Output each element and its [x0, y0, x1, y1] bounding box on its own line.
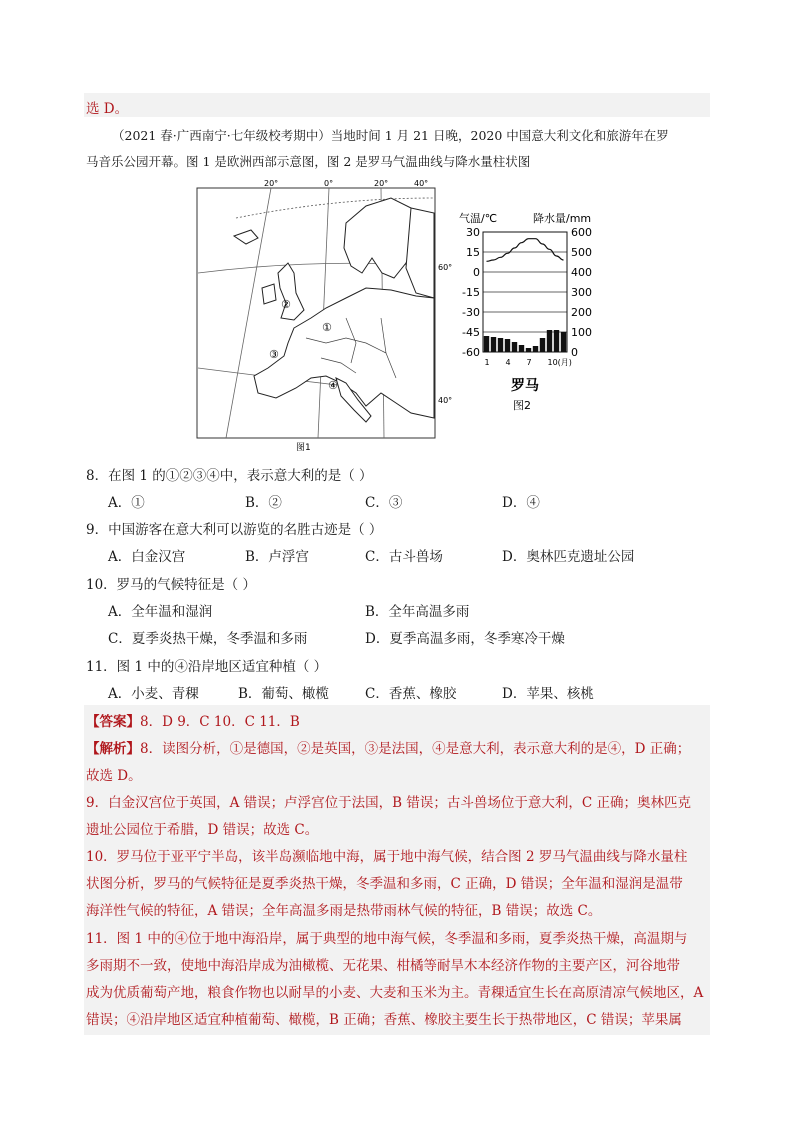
- answer-line: [86, 710, 300, 730]
- precip-tick-label: 500: [571, 246, 592, 259]
- precip-tick-label: 0: [571, 346, 578, 359]
- precip-bar-2: [491, 337, 496, 352]
- precip-bar-8: [533, 346, 538, 352]
- precip-tick-label: 300: [571, 286, 592, 299]
- temp-tick-label: 15: [466, 246, 480, 259]
- climate-chart-svg: [455, 208, 615, 424]
- question-8: 8．在图 1 的①②③④中，表示意大利的是（ ）: [86, 468, 373, 484]
- lon-label-4: 40°: [414, 179, 429, 188]
- question-10: 10．罗马的气候特征是（ ）: [86, 577, 256, 593]
- prev-answer-text: 选 D。: [86, 101, 129, 117]
- month-tick-label: 7: [526, 358, 532, 367]
- q11-option-a[interactable]: A．小麦、青稞: [108, 686, 199, 702]
- q11-option-d[interactable]: D．苹果、核桃: [502, 686, 594, 702]
- q8-option-b[interactable]: B．②: [245, 495, 282, 511]
- map-marker-3: ③: [269, 348, 279, 361]
- climate-chart: [455, 208, 615, 424]
- map-figure: [196, 178, 458, 456]
- precip-bar-12: [561, 332, 566, 352]
- q8-option-d[interactable]: D．④: [502, 495, 540, 511]
- month-tick-label: 10(月): [547, 358, 572, 367]
- analysis-line-6: 状图分析，罗马的气候特征是夏季炎热干燥，冬季温和多雨，C 正确，D 错误；全年温和湿润是温带: [86, 876, 683, 892]
- prev-answer-block: [84, 93, 710, 117]
- chart-city: 罗马: [511, 378, 539, 394]
- temp-axis-label: 气温/℃: [459, 212, 498, 225]
- precip-bar-4: [505, 339, 510, 352]
- analysis-line-11: 错误；④沿岸地区适宜种植葡萄、橄榄，B 正确；香蕉、橡胶主要生长于热带地区，C 错误；苹果属: [86, 1012, 682, 1028]
- analysis-line-5: 10．罗马位于亚平宁半岛，该半岛濒临地中海，属于地中海气候，结合图 2 罗马气温曲线与降水量柱: [86, 849, 688, 865]
- precip-bar-6: [519, 345, 524, 352]
- precip-axis-label: 降水量/mm: [533, 212, 592, 225]
- precip-bar-1: [484, 336, 489, 352]
- temperature-curve: [487, 239, 564, 262]
- analysis-line-8: 11．图 1 中的④位于地中海沿岸，属于典型的地中海气候，冬季温和多雨，夏季炎热干燥，高温期与: [86, 931, 688, 947]
- lon-label-1: 20°: [264, 179, 279, 188]
- analysis-line-4: 遗址公园位于希腊，D 错误；故选 C。: [86, 822, 319, 838]
- precip-bar-7: [526, 348, 531, 352]
- precip-bar-9: [540, 338, 545, 352]
- temp-tick-label: -15: [462, 286, 480, 299]
- precip-bar-10: [547, 330, 552, 352]
- intro-line-2: 马音乐公园开幕。图 1 是欧洲西部示意图，图 2 是罗马气温曲线与降水量柱状图: [86, 154, 531, 169]
- lat-label-2: 40°: [438, 396, 453, 405]
- month-tick-label: 1: [484, 358, 490, 367]
- precip-tick-label: 400: [571, 266, 592, 279]
- analysis-line-3: 9．白金汉宫位于英国，A 错误；卢浮宫位于法国，B 错误；古斗兽场位于意大利，C 正确；奥林匹克: [86, 795, 691, 811]
- answer-text: 8．D 9．C 10．C 11．B: [140, 714, 300, 730]
- q10-option-c[interactable]: C．夏季炎热干燥，冬季温和多雨: [108, 631, 308, 647]
- temp-tick-label: -30: [462, 306, 480, 319]
- analysis-text-1: 8．读图分析，①是德国，②是英国，③是法国，④是意大利，表示意大利的是④，D 正确；: [140, 741, 691, 757]
- europe-map: [196, 178, 458, 456]
- precip-tick-label: 600: [571, 226, 592, 239]
- q9-option-a[interactable]: A．白金汉宫: [108, 549, 186, 565]
- analysis-tag: 【解析】: [86, 741, 140, 757]
- precip-tick-label: 200: [571, 306, 592, 319]
- analysis-line-7: 海洋性气候的特征，A 错误；全年高温多雨是热带雨林气候的特征，B 错误；故选 C。: [86, 903, 602, 919]
- q10-option-a[interactable]: A．全年温和湿润: [108, 604, 213, 620]
- q11-option-b[interactable]: B．葡萄、橄榄: [238, 686, 329, 702]
- temp-tick-label: -45: [462, 326, 480, 339]
- q9-option-c[interactable]: C．古斗兽场: [365, 549, 443, 565]
- precip-bar-11: [554, 330, 559, 352]
- analysis-line-1: [86, 737, 690, 757]
- analysis-line-10: 成为优质葡萄产地，粮食作物也以耐旱的小麦、大麦和玉米为主。青稞适宜生长在高原清凉气候地区，A: [86, 985, 704, 1001]
- month-tick-label: 4: [505, 358, 511, 367]
- map-marker-2: ②: [281, 298, 291, 311]
- precip-bar-5: [512, 342, 517, 352]
- precip-bar-3: [498, 338, 503, 352]
- question-9: 9．中国游客在意大利可以游览的名胜古迹是（ ）: [86, 522, 383, 538]
- temp-tick-label: 0: [473, 266, 480, 279]
- map-marker-1: ①: [322, 321, 332, 334]
- map-caption: 图1: [296, 443, 311, 453]
- map-marker-4: ④: [328, 379, 338, 392]
- q11-option-c[interactable]: C．香蕉、橡胶: [365, 686, 457, 702]
- analysis-line-9: 多雨期不一致，使地中海沿岸成为油橄榄、无花果、柑橘等耐旱木本经济作物的主要产区，河谷地带: [86, 958, 680, 974]
- question-11: 11．图 1 中的④沿岸地区适宜种植（ ）: [86, 659, 328, 675]
- lat-label-1: 60°: [438, 263, 453, 272]
- precip-tick-label: 100: [571, 326, 592, 339]
- q8-option-a[interactable]: A．①: [108, 495, 145, 511]
- q9-option-b[interactable]: B．卢浮宫: [245, 549, 309, 565]
- q10-option-b[interactable]: B．全年高温多雨: [365, 604, 470, 620]
- q10-option-d[interactable]: D．夏季高温多雨，冬季寒冷干燥: [365, 631, 565, 647]
- intro-line-1: （2021 春·广西南宁·七年级校考期中）当地时间 1 月 21 日晚，2020 中国意大利文化和旅游年在罗: [112, 128, 669, 143]
- lon-label-2: 0°: [324, 179, 334, 188]
- chart-caption: 图2: [513, 399, 531, 412]
- analysis-line-2: 故选 D。: [86, 768, 142, 784]
- q8-option-c[interactable]: C．③: [365, 495, 403, 511]
- q9-option-d[interactable]: D．奥林匹克遗址公园: [502, 549, 635, 565]
- lon-label-3: 20°: [374, 179, 389, 188]
- temp-tick-label: -60: [462, 346, 480, 359]
- answer-tag: 【答案】: [86, 714, 140, 730]
- temp-tick-label: 30: [466, 226, 480, 239]
